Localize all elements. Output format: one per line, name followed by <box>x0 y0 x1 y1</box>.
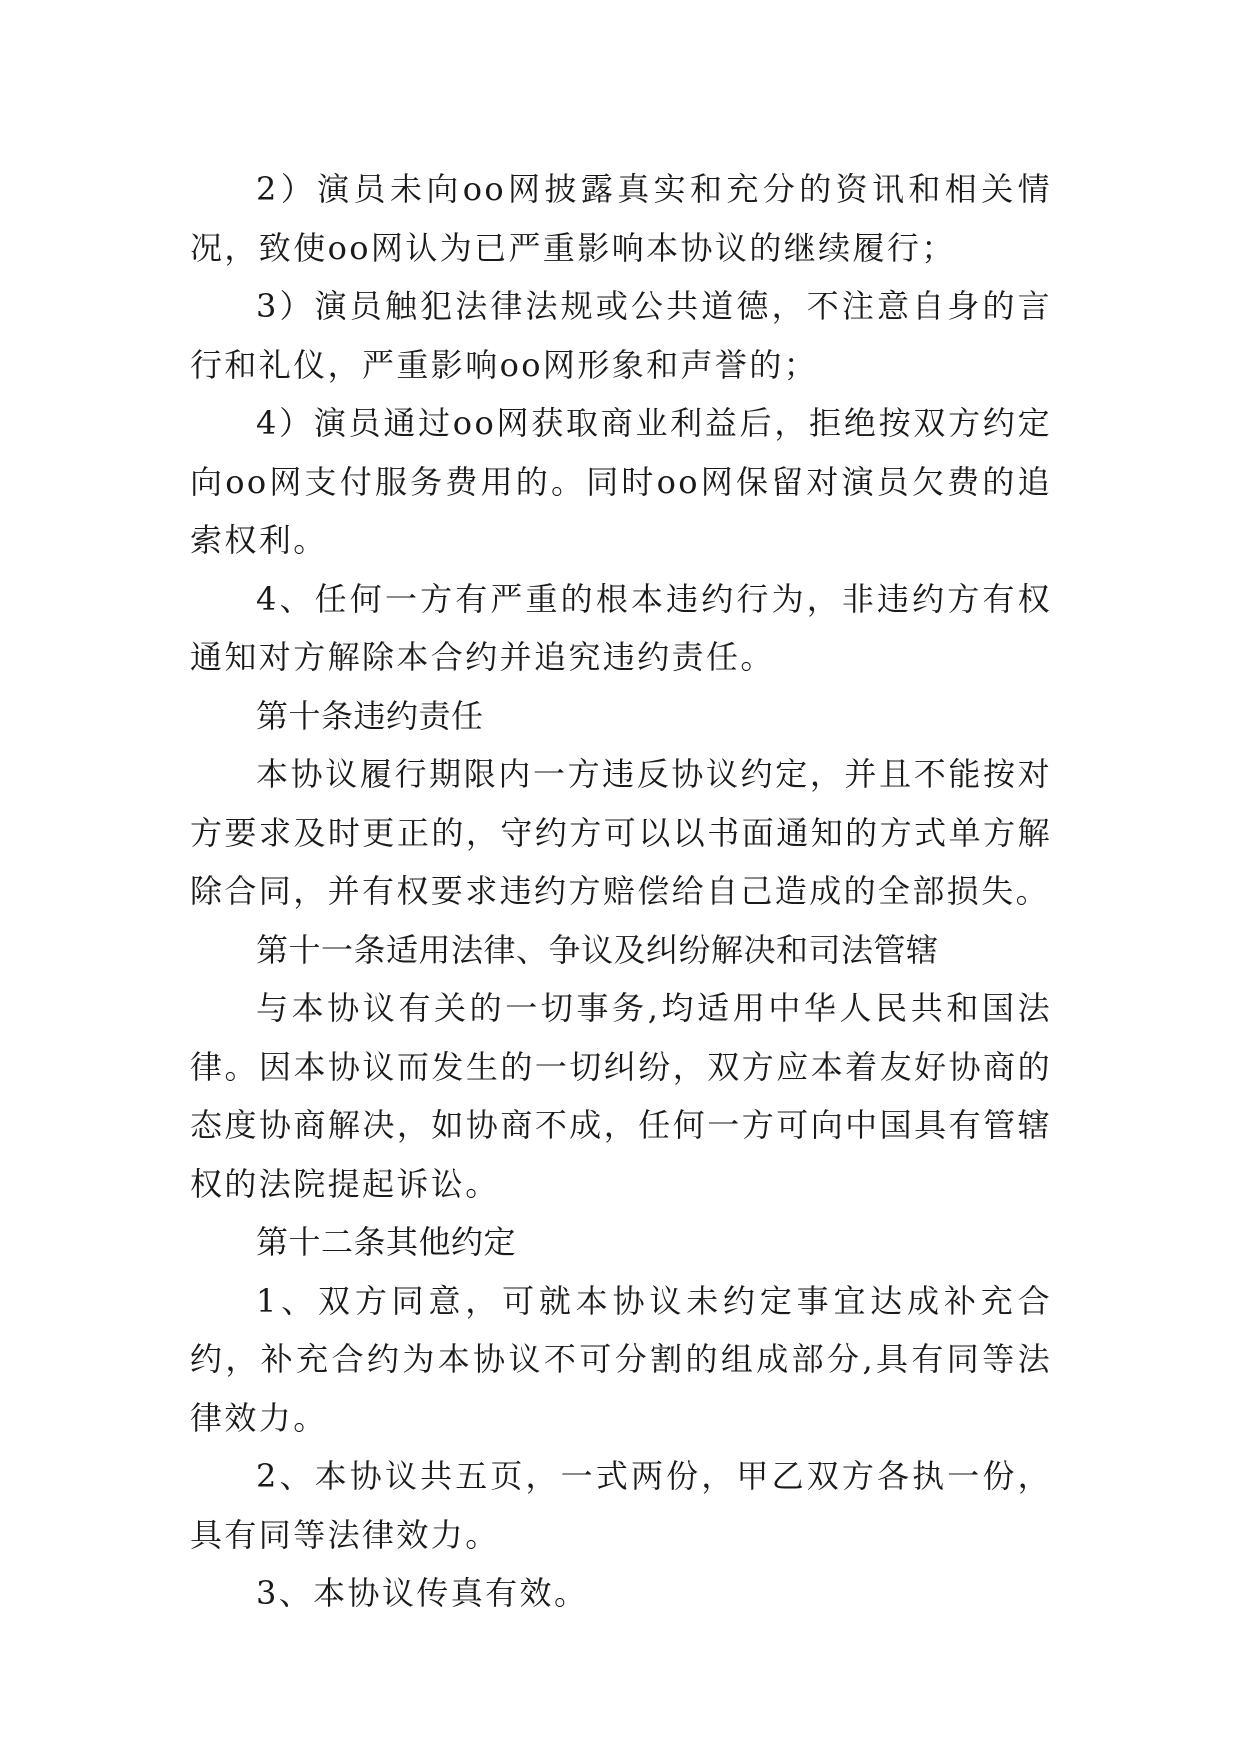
section-12-item-2: 2、本协议共五页，一式两份，甲乙双方各执一份，具有同等法律效力。 <box>190 1457 1052 1554</box>
section-heading-10: 第十条违约责任 <box>256 696 484 735</box>
section-12-item-3: 3、本协议传真有效。 <box>256 1574 589 1612</box>
section-10-body: 本协议履行期限内一方违反协议约定，并且不能按对方要求及时更正的，守约方可以以书面通知的方式单方解除合同，并有权要求违约方赔偿给自己造成的全部损失。 <box>190 755 1052 910</box>
section-11-body: 与本协议有关的一切事务,均适用中华人民共和国法律。因本协议而发生的一切纠纷，双方应本着友好协商的态度协商解决，如协商不成，任何一方可向中国具有管辖权的法院提起诉讼。 <box>190 989 1052 1203</box>
clause-2-misrepresentation: 2）演员未向oo网披露真实和充分的资讯和相关情况，致使oo网认为已严重影响本协议的继续履行； <box>190 170 1052 267</box>
document-page <box>190 160 1052 1623</box>
section-12-item-1: 1、双方同意，可就本协议未约定事宜达成补充合约，补充合约为本协议不可分割的组成部分,具有同等法律效力。 <box>190 1281 1052 1437</box>
section-heading-12: 第十二条其他约定 <box>256 1223 517 1261</box>
section-heading-11: 第十一条适用法律、争议及纠纷解决和司法管辖 <box>256 930 939 969</box>
clause-3-misconduct: 3）演员触犯法律法规或公共道德，不注意自身的言行和礼仪，严重影响oo网形象和声誉的； <box>190 287 1052 384</box>
clause-termination: 4、任何一方有严重的根本违约行为，非违约方有权通知对方解除本合约并追究违约责任。 <box>190 579 1052 676</box>
clause-4-unpaid-fees: 4）演员通过oo网获取商业利益后，拒绝按双方约定向oo网支付服务费用的。同时oo网保留对演员欠费的追索权利。 <box>190 404 1052 559</box>
